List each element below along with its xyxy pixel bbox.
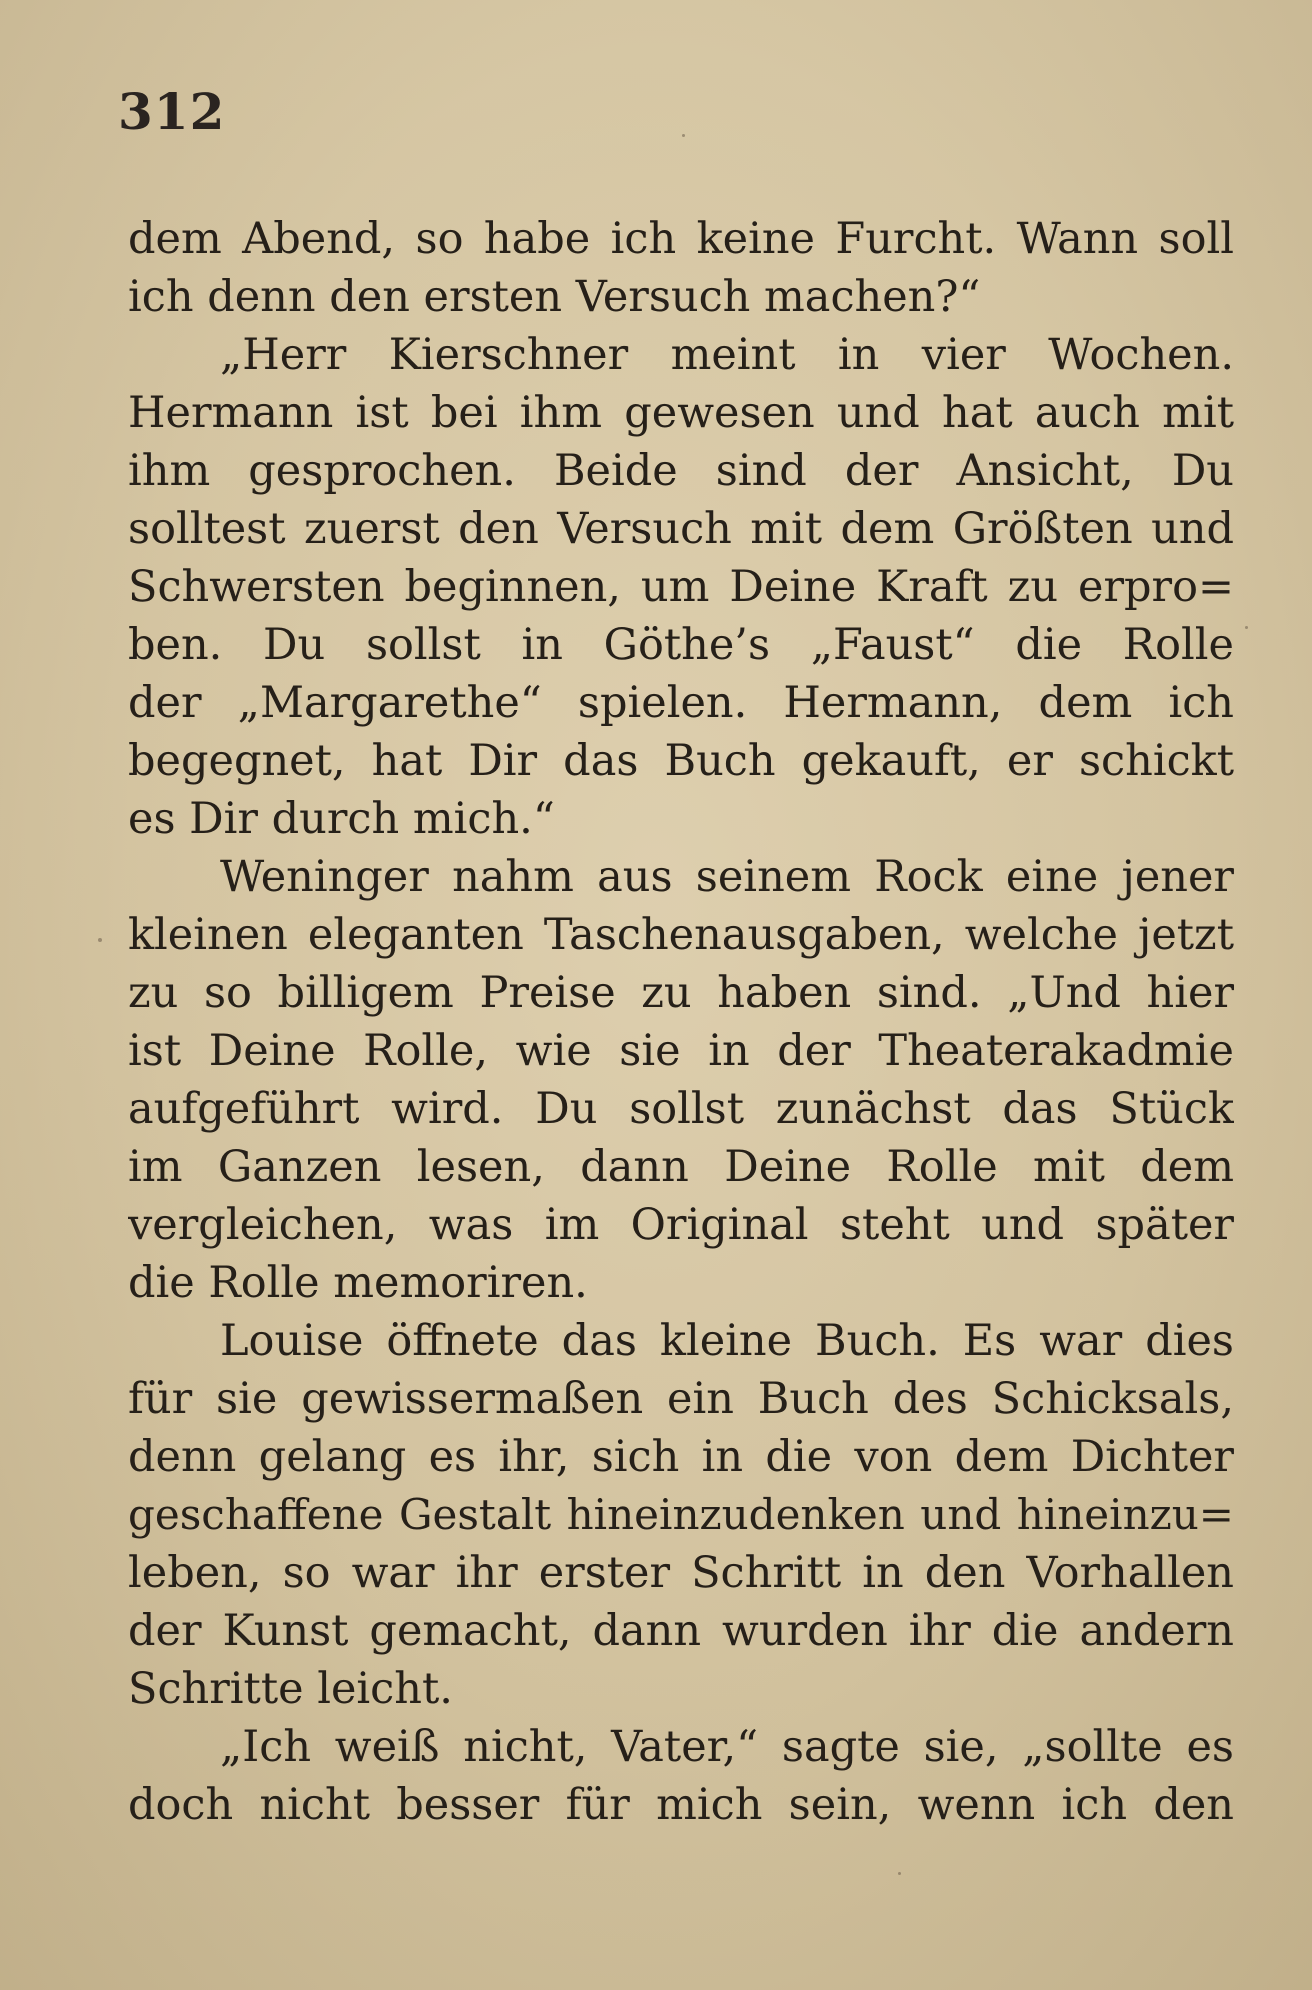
text-line: denn gelang es ihr, sich in die von dem Dichter [128,1432,1234,1482]
paper-speck [98,938,102,942]
text-line: „Herr Kierschner meint in vier Wochen. [220,330,1234,380]
body-text [128,210,1234,1834]
text-line: es Dir durch mich.“ [128,794,555,844]
text-line: ich denn den ersten Versuch machen?“ [128,272,981,322]
text-line: leben, so war ihr erster Schritt in den Vorhallen [128,1548,1234,1598]
text-line: der „Margarethe“ spielen. Hermann, dem ich [128,678,1234,728]
text-line: aufgeführt wird. Du sollst zunächst das Stück [128,1084,1234,1134]
paper-speck [1245,626,1248,629]
text-line: Schwersten beginnen, um Deine Kraft zu erpro= [128,562,1234,612]
paper-speck [898,1872,901,1875]
text-line: dem Abend, so habe ich keine Furcht. Wann soll [128,214,1234,264]
text-line: Schritte leicht. [128,1664,453,1714]
text-line: vergleichen, was im Original steht und später [128,1200,1234,1250]
text-line: zu so billigem Preise zu haben sind. „Und hier [128,968,1234,1018]
text-line: der Kunst gemacht, dann wurden ihr die andern [128,1606,1234,1656]
text-line: geschaffene Gestalt hineinzudenken und hineinzu= [128,1490,1234,1539]
text-line: ihm gesprochen. Beide sind der Ansicht, Du [128,446,1234,496]
page-number: 312 [118,82,226,141]
text-line: ist Deine Rolle, wie sie in der Theaterakadmie [128,1026,1234,1076]
text-line: solltest zuerst den Versuch mit dem Größten und [128,504,1234,554]
paper-speck [682,134,685,137]
text-line: begegnet, hat Dir das Buch gekauft, er schickt [128,736,1234,786]
text-line: kleinen eleganten Taschenausgaben, welche jetzt [128,910,1234,960]
text-line: doch nicht besser für mich sein, wenn ich den [128,1780,1234,1830]
text-line: die Rolle memoriren. [128,1258,588,1308]
text-line: „Ich weiß nicht, Vater,“ sagte sie, „sollte es [220,1722,1234,1772]
text-line: für sie gewissermaßen ein Buch des Schicksals, [128,1374,1234,1424]
text-line: im Ganzen lesen, dann Deine Rolle mit dem [128,1142,1234,1192]
text-line: Weninger nahm aus seinem Rock eine jener [220,852,1234,902]
text-line: ben. Du sollst in Göthe’s „Faust“ die Rolle [128,620,1234,670]
text-line: Hermann ist bei ihm gewesen und hat auch mit [128,388,1234,438]
text-line: Louise öffnete das kleine Buch. Es war dies [220,1316,1234,1366]
